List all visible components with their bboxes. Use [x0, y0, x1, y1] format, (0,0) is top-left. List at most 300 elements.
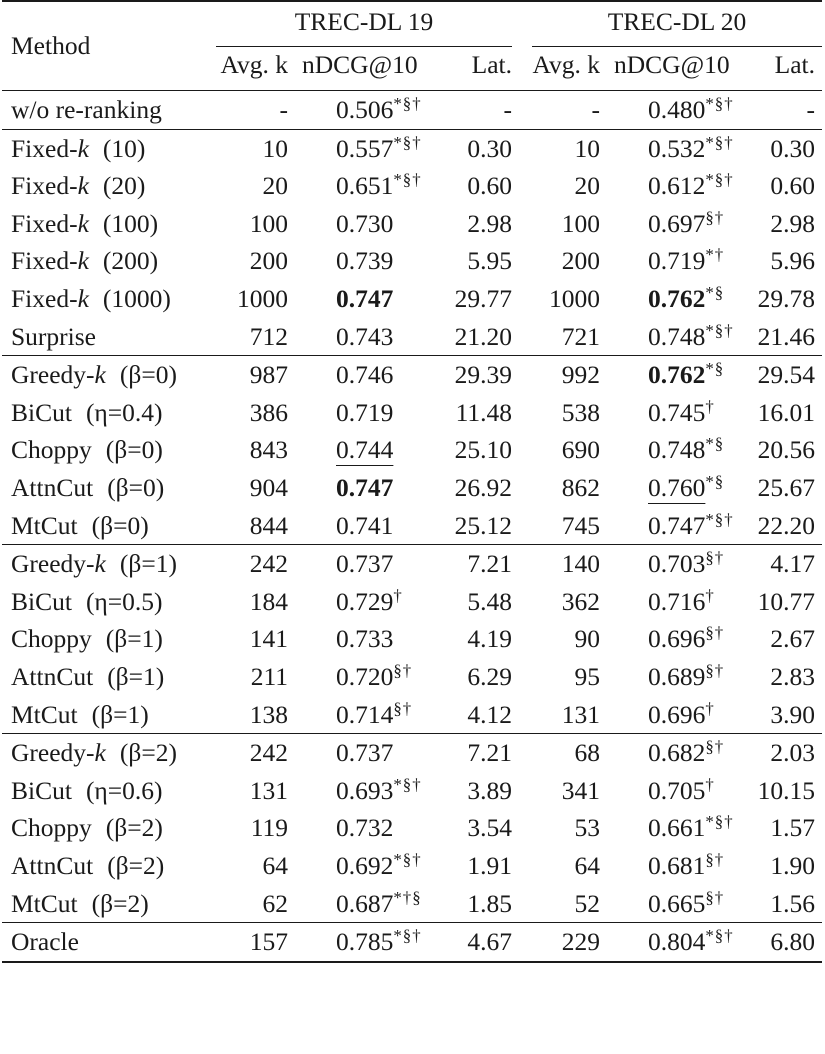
latency-cell — [736, 507, 822, 545]
latency-value: 16.01 — [757, 397, 815, 427]
avg-k-cell — [200, 583, 288, 621]
ndcg-cell — [288, 280, 424, 318]
avg-k-value: 229 — [561, 927, 600, 957]
significance-marks: *† — [705, 245, 725, 265]
ndcg-cell — [288, 167, 424, 205]
latency-value: 1.57 — [770, 813, 815, 843]
method-cell — [2, 242, 200, 280]
table-row — [2, 884, 822, 922]
table-row — [2, 280, 822, 318]
method-name-italic: k — [77, 171, 89, 201]
ndcg-value: 0.737 — [336, 549, 394, 579]
avg-k-value: 52 — [574, 888, 600, 918]
significance-marks: † — [705, 585, 715, 605]
latency-value: 0.60 — [770, 171, 815, 201]
significance-marks: §† — [705, 660, 725, 680]
avg-k-value: 987 — [249, 360, 288, 390]
ndcg-cell — [600, 205, 736, 243]
ndcg-cell — [600, 923, 736, 962]
significance-marks: *§† — [705, 132, 734, 152]
avg-k-cell — [200, 469, 288, 507]
method-name: w/o re-ranking — [11, 95, 162, 125]
latency-value: 1.90 — [770, 850, 815, 880]
ndcg-value: 0.732 — [336, 813, 394, 843]
avg-k-value: 90 — [574, 624, 600, 654]
avg-k-cell — [512, 394, 600, 432]
ndcg-cell — [288, 620, 424, 658]
ndcg-value: 0.696 — [648, 624, 706, 654]
significance-marks: *§† — [393, 925, 422, 945]
latency-cell — [424, 356, 512, 394]
ndcg-value: 0.737 — [336, 738, 394, 768]
latency-cell — [736, 847, 822, 885]
significance-marks: §† — [705, 547, 725, 567]
method-cell — [2, 507, 200, 545]
latency-value: 4.19 — [467, 624, 512, 654]
latency-value: - — [806, 95, 815, 125]
latency-value: 4.17 — [770, 549, 815, 579]
latency-cell — [424, 205, 512, 243]
ndcg-value: 0.729 — [336, 586, 394, 616]
avg-k-value: 745 — [561, 510, 600, 540]
ndcg-cell — [600, 809, 736, 847]
latency-value: 4.67 — [467, 927, 512, 957]
table-header — [2, 1, 822, 91]
avg-k-value: 64 — [262, 850, 288, 880]
latency-value: 5.48 — [467, 586, 512, 616]
avg-k-value: 904 — [249, 472, 288, 502]
ndcg-value: 0.697 — [648, 208, 706, 238]
table-row — [2, 545, 822, 583]
latency-cell — [736, 205, 822, 243]
latency-cell — [424, 583, 512, 621]
avg-k-cell — [512, 431, 600, 469]
latency-cell — [424, 431, 512, 469]
method-name: Greedy- — [11, 738, 95, 768]
method-cell — [2, 91, 200, 130]
avg-k-cell — [200, 923, 288, 962]
avg-k-cell — [200, 242, 288, 280]
latency-cell — [424, 658, 512, 696]
avg-k-cell — [200, 205, 288, 243]
method-header: Method — [2, 1, 200, 91]
latency-cell — [736, 469, 822, 507]
significance-marks: §† — [705, 623, 725, 643]
latency-cell — [424, 129, 512, 167]
latency-value: 6.80 — [770, 927, 815, 957]
table-row — [2, 431, 822, 469]
latency-cell — [424, 242, 512, 280]
ndcg-cell — [600, 772, 736, 810]
latency-value: 11.48 — [455, 397, 512, 427]
method-param: (β=2) — [107, 850, 165, 880]
ndcg-value: 0.714 — [336, 699, 394, 729]
method-cell — [2, 620, 200, 658]
latency-value: 29.77 — [454, 284, 512, 314]
avg-k-cell — [512, 847, 600, 885]
method-cell — [2, 167, 200, 205]
avg-k-value: 712 — [249, 321, 288, 351]
avg-k-cell — [512, 923, 600, 962]
latency-cell — [736, 620, 822, 658]
avg-k-cell — [200, 734, 288, 772]
ndcg-value: 0.748 — [648, 435, 706, 465]
significance-marks: §† — [705, 849, 725, 869]
avg-k-value: 131 — [561, 699, 600, 729]
avg-k-value: 62 — [262, 888, 288, 918]
ndcg-cell — [600, 847, 736, 885]
trec-dl-20-label: TREC-DL 20 — [532, 9, 822, 48]
avg-k-value: 690 — [561, 435, 600, 465]
avg-k-value: 141 — [249, 624, 288, 654]
ndcg-cell — [288, 583, 424, 621]
avg-k-cell — [200, 431, 288, 469]
avg-k-value: 862 — [561, 472, 600, 502]
latency-value: 29.54 — [757, 360, 815, 390]
latency-value: 0.60 — [467, 171, 512, 201]
method-cell — [2, 696, 200, 734]
ndcg-value: 0.762 — [648, 284, 706, 314]
ndcg-cell — [600, 242, 736, 280]
method-cell — [2, 356, 200, 394]
avg-k-value: 721 — [561, 321, 600, 351]
avg-k-cell — [512, 545, 600, 583]
table-row — [2, 91, 822, 130]
ndcg-value: 0.744 — [336, 435, 394, 465]
latency-value: 4.12 — [467, 699, 512, 729]
latency-cell — [424, 318, 512, 356]
method-param: (β=0) — [107, 472, 165, 502]
method-name: BiCut — [11, 586, 72, 616]
method-param: (β=0) — [119, 360, 177, 390]
method-name: AttnCut — [11, 661, 94, 691]
ndcg-cell — [288, 356, 424, 394]
avg-k-cell — [200, 696, 288, 734]
ndcg-cell — [600, 280, 736, 318]
significance-marks: *§† — [393, 774, 422, 794]
latency-cell — [736, 809, 822, 847]
ndcg-value: 0.532 — [648, 133, 706, 163]
avg-k-cell — [200, 129, 288, 167]
ndcg-cell — [600, 507, 736, 545]
ndcg-value: 0.705 — [648, 775, 706, 805]
significance-marks: §† — [393, 698, 413, 718]
lat-header-20: Lat. — [774, 50, 815, 79]
ndcg-cell — [600, 356, 736, 394]
avg-k-value: 992 — [561, 360, 600, 390]
ndcg-cell — [288, 696, 424, 734]
avg-k-cell — [200, 809, 288, 847]
ndcg-value: 0.762 — [648, 360, 706, 390]
latency-value: 29.78 — [757, 284, 815, 314]
method-name: Fixed- — [11, 284, 78, 314]
latency-cell — [736, 431, 822, 469]
latency-value: 2.98 — [467, 208, 512, 238]
avg-k-cell — [200, 620, 288, 658]
avg-k-cell — [200, 280, 288, 318]
latency-value: 25.12 — [454, 510, 512, 540]
table-row — [2, 583, 822, 621]
method-cell — [2, 318, 200, 356]
ndcg-header-19: nDCG@10 — [302, 50, 418, 79]
ndcg-value: 0.682 — [648, 738, 706, 768]
latency-value: 21.46 — [757, 321, 815, 351]
significance-marks: *†§ — [393, 887, 422, 907]
ndcg-cell — [288, 923, 424, 962]
latency-value: 25.10 — [454, 435, 512, 465]
ndcg-value: 0.747 — [336, 472, 394, 502]
avg-k-value: 242 — [249, 738, 288, 768]
latency-cell — [736, 318, 822, 356]
method-name-italic: k — [77, 246, 89, 276]
avg-k-cell — [200, 545, 288, 583]
method-param: (β=0) — [105, 435, 163, 465]
avg-k-cell — [512, 242, 600, 280]
method-name: Surprise — [11, 321, 96, 351]
ndcg-value: 0.716 — [648, 586, 706, 616]
method-param: (β=2) — [119, 738, 177, 768]
ndcg-value: 0.747 — [648, 510, 706, 540]
ndcg-value: 0.785 — [336, 927, 394, 957]
ndcg-value: 0.745 — [648, 397, 706, 427]
latency-cell — [424, 469, 512, 507]
method-name: Choppy — [11, 435, 92, 465]
avg-k-cell — [512, 884, 600, 922]
method-cell — [2, 545, 200, 583]
avg-k-value: 157 — [249, 927, 288, 957]
ndcg-cell — [288, 91, 424, 130]
latency-cell — [736, 923, 822, 962]
latency-value: 7.21 — [467, 738, 512, 768]
method-param: (1000) — [102, 284, 171, 314]
avg-k-cell — [200, 772, 288, 810]
table-row — [2, 772, 822, 810]
ndcg-cell — [600, 129, 736, 167]
avg-k-value: 211 — [250, 661, 288, 691]
table-row — [2, 318, 822, 356]
latency-cell — [424, 620, 512, 658]
ndcg-value: 0.480 — [648, 95, 706, 125]
avg-k-cell — [512, 734, 600, 772]
avg-k-cell — [512, 772, 600, 810]
ndcg-value: 0.743 — [336, 321, 394, 351]
group-header-trec-dl-19 — [200, 1, 512, 52]
ndcg-value: 0.557 — [336, 133, 394, 163]
avg-k-value: - — [279, 95, 288, 125]
latency-value: 25.67 — [757, 472, 815, 502]
latency-cell — [736, 167, 822, 205]
table-row — [2, 620, 822, 658]
method-cell — [2, 734, 200, 772]
latency-cell — [736, 545, 822, 583]
significance-marks: §† — [705, 887, 725, 907]
method-param: (20) — [102, 171, 146, 201]
ndcg-value: 0.665 — [648, 888, 706, 918]
latency-cell — [736, 583, 822, 621]
method-cell — [2, 394, 200, 432]
latency-cell — [736, 696, 822, 734]
ndcg-value: 0.696 — [648, 699, 706, 729]
method-name: Oracle — [11, 927, 79, 957]
method-cell — [2, 205, 200, 243]
significance-marks: *§† — [705, 925, 734, 945]
avg-k-value: 1000 — [237, 284, 288, 314]
avg-k-value: 64 — [574, 850, 600, 880]
avg-k-value: 140 — [561, 549, 600, 579]
latency-value: 3.90 — [770, 699, 815, 729]
ndcg-header-20: nDCG@10 — [614, 50, 730, 79]
latency-value: 6.29 — [467, 661, 512, 691]
latency-value: 2.03 — [770, 738, 815, 768]
avg-k-cell — [512, 280, 600, 318]
ndcg-cell — [600, 658, 736, 696]
method-cell — [2, 129, 200, 167]
method-cell — [2, 469, 200, 507]
ndcg-cell — [288, 205, 424, 243]
avg-k-cell — [512, 507, 600, 545]
method-cell — [2, 772, 200, 810]
method-param: (β=0) — [91, 510, 149, 540]
table-row — [2, 809, 822, 847]
avg-k-cell — [200, 318, 288, 356]
ndcg-value: 0.651 — [336, 171, 394, 201]
ndcg-cell — [288, 545, 424, 583]
avg-k-value: 386 — [249, 397, 288, 427]
latency-value: 21.20 — [454, 321, 512, 351]
ndcg-value: 0.703 — [648, 549, 706, 579]
latency-cell — [424, 772, 512, 810]
method-name-italic: k — [77, 133, 89, 163]
method-cell — [2, 884, 200, 922]
ndcg-cell — [288, 469, 424, 507]
method-param: (η=0.5) — [85, 586, 163, 616]
ndcg-cell — [288, 129, 424, 167]
significance-marks: *§† — [705, 93, 734, 113]
avg-k-value: 1000 — [549, 284, 600, 314]
latency-cell — [424, 91, 512, 130]
avg-k-value: 53 — [574, 813, 600, 843]
ndcg-value: 0.612 — [648, 171, 706, 201]
table-row — [2, 658, 822, 696]
ndcg-cell — [288, 847, 424, 885]
latency-value: 0.30 — [770, 133, 815, 163]
avg-k-value: 844 — [249, 510, 288, 540]
method-cell — [2, 431, 200, 469]
ndcg-value: 0.689 — [648, 661, 706, 691]
avg-k-header-19: Avg. k — [220, 50, 288, 79]
latency-cell — [736, 129, 822, 167]
avg-k-value: 200 — [561, 246, 600, 276]
avg-k-cell — [512, 469, 600, 507]
ndcg-value: 0.746 — [336, 360, 394, 390]
ndcg-value: 0.720 — [336, 661, 394, 691]
ndcg-value: 0.733 — [336, 624, 394, 654]
avg-k-value: 119 — [250, 813, 288, 843]
ndcg-cell — [288, 734, 424, 772]
avg-k-cell — [512, 318, 600, 356]
method-cell — [2, 809, 200, 847]
method-name-italic: k — [94, 549, 106, 579]
latency-value: 3.89 — [467, 775, 512, 805]
ndcg-cell — [288, 394, 424, 432]
latency-cell — [736, 772, 822, 810]
significance-marks: *§ — [705, 471, 725, 491]
method-cell — [2, 658, 200, 696]
method-name: MtCut — [11, 888, 78, 918]
avg-k-value: - — [591, 95, 600, 125]
avg-k-value: 131 — [249, 775, 288, 805]
method-param: (β=2) — [105, 813, 163, 843]
avg-k-cell — [512, 809, 600, 847]
ndcg-value: 0.748 — [648, 321, 706, 351]
latency-cell — [424, 545, 512, 583]
ndcg-cell — [600, 394, 736, 432]
method-name: MtCut — [11, 699, 78, 729]
ndcg-cell — [600, 884, 736, 922]
table-row — [2, 242, 822, 280]
avg-k-cell — [200, 91, 288, 130]
ndcg-cell — [288, 242, 424, 280]
significance-marks: §† — [705, 736, 725, 756]
method-name: BiCut — [11, 397, 72, 427]
method-name: Greedy- — [11, 549, 95, 579]
method-param: (β=1) — [91, 699, 149, 729]
significance-marks: † — [705, 774, 715, 794]
ndcg-value: 0.719 — [336, 397, 394, 427]
significance-marks: *§† — [705, 509, 734, 529]
avg-k-cell — [512, 696, 600, 734]
method-cell — [2, 923, 200, 962]
significance-marks: † — [705, 396, 715, 416]
ndcg-value: 0.719 — [648, 246, 706, 276]
ndcg-value: 0.506 — [336, 95, 394, 125]
latency-value: 29.39 — [454, 360, 512, 390]
ndcg-cell — [600, 431, 736, 469]
avg-k-cell — [200, 167, 288, 205]
latency-value: 20.56 — [757, 435, 815, 465]
ndcg-cell — [288, 431, 424, 469]
avg-k-value: 10 — [262, 133, 288, 163]
table-row — [2, 847, 822, 885]
significance-marks: *§† — [393, 132, 422, 152]
table-row — [2, 696, 822, 734]
ndcg-cell — [600, 167, 736, 205]
method-name: Fixed- — [11, 246, 78, 276]
method-name: Fixed- — [11, 171, 78, 201]
method-cell — [2, 583, 200, 621]
avg-k-cell — [512, 167, 600, 205]
significance-marks: *§† — [705, 320, 734, 340]
avg-k-value: 242 — [249, 549, 288, 579]
avg-k-value: 100 — [561, 208, 600, 238]
avg-k-cell — [512, 583, 600, 621]
method-cell — [2, 847, 200, 885]
latency-cell — [736, 356, 822, 394]
method-name: Fixed- — [11, 208, 78, 238]
latency-cell — [736, 658, 822, 696]
method-param: (β=1) — [105, 624, 163, 654]
latency-value: 2.67 — [770, 624, 815, 654]
method-name-italic: k — [94, 360, 106, 390]
latency-cell — [424, 280, 512, 318]
avg-k-cell — [512, 658, 600, 696]
avg-k-cell — [512, 205, 600, 243]
method-name: Greedy- — [11, 360, 95, 390]
significance-marks: *§† — [705, 812, 734, 832]
method-name: Choppy — [11, 624, 92, 654]
method-name: Fixed- — [11, 133, 78, 163]
latency-cell — [424, 734, 512, 772]
